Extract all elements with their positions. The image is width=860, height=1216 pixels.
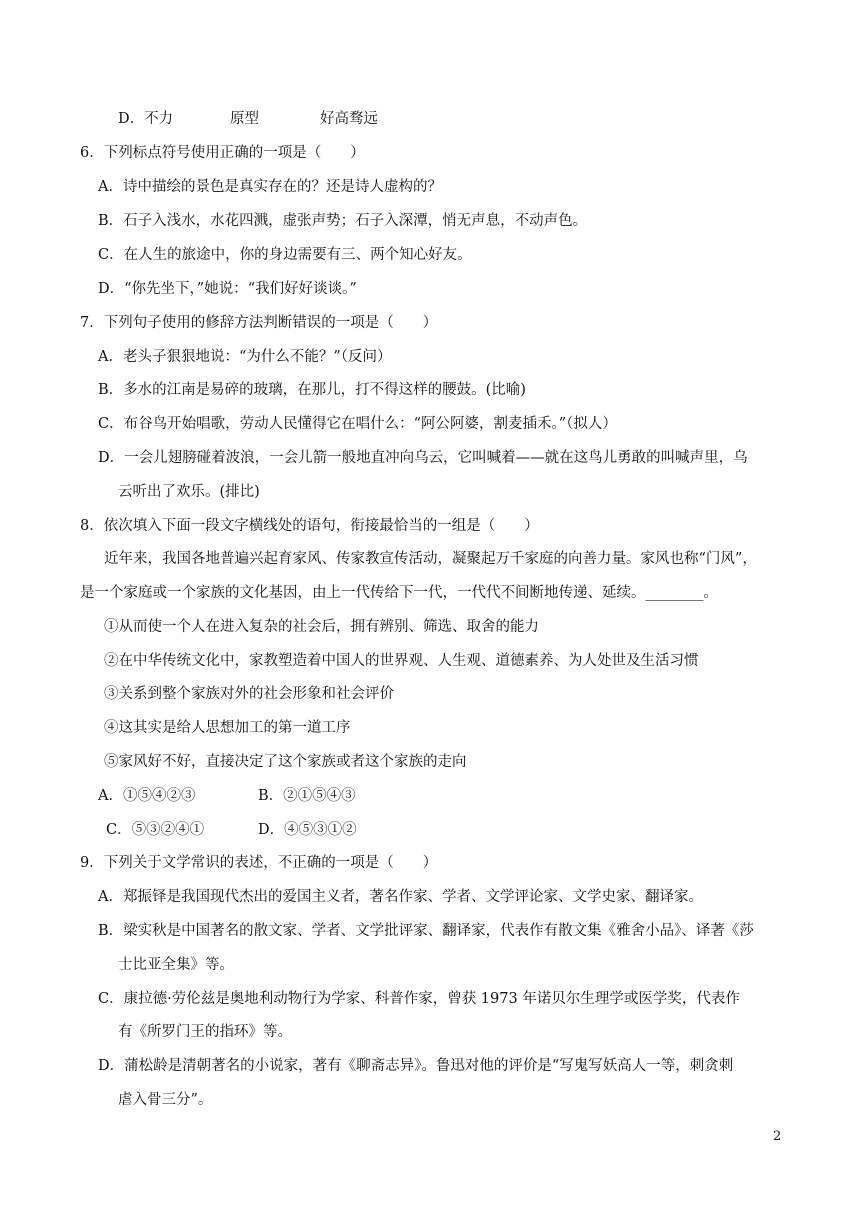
q7-option-d-line1: D．一会儿翅膀碰着波浪，一会儿箭一般地直冲向乌云，它叫喊着——就在这鸟儿勇敢的叫喊声里，乌	[98, 450, 748, 466]
q7-option-d-line2: 云听出了欢乐。(排比)	[118, 484, 260, 500]
q8-options-row1	[98, 786, 356, 806]
q9-option-d-line2: 虐入骨三分”。	[118, 1092, 213, 1108]
prev-option-d	[118, 109, 378, 129]
prev-option-d-label: D．不力	[118, 111, 174, 127]
q9-stem: 9．下列关于文学常识的表述，不正确的一项是（ ）	[80, 855, 438, 871]
q8-sentence-5: ⑤家风好不好，直接决定了这个家族或者这个家族的走向	[104, 754, 467, 770]
q8-sentence-3: ③关系到整个家族对外的社会形象和社会评价	[104, 686, 394, 702]
q6-option-d: D．“你先坐下，”她说：“我们好好谈谈。”	[98, 281, 357, 297]
q9-option-c-line2: 有《所罗门王的指环》等。	[118, 1024, 292, 1040]
prev-option-d-c: 好高骛远	[320, 111, 378, 127]
q9-option-b-line1: B．梁实秋是中国著名的散文家、学者、文学批评家、翻译家，代表作有散文集《雅舍小品》、译著《莎	[98, 923, 754, 939]
q9-option-c-line1: C．康拉德·劳伦兹是奥地利动物行为学家、科普作家，曾获 1973 年诺贝尔生理学或医学奖，代表作	[98, 991, 740, 1007]
q8-passage-line2: 是一个家庭或一个家族的文化基因，由上一代传给下一代，一代代不间断地传递、延续。________。	[80, 585, 718, 601]
q6-option-a: A．诗中描绘的景色是真实存在的？还是诗人虚构的？	[98, 179, 442, 195]
q8-sentence-1: ①从而使一个人在进入复杂的社会后，拥有辨别、筛选、取舍的能力	[104, 619, 539, 635]
q8-option-c: C．⑤③②④①	[106, 822, 205, 838]
q8-option-d: D．④⑤③①②	[258, 822, 357, 838]
q8-passage-line1: 近年来，我国各地普遍兴起育家风、传家教宣传活动，凝聚起万千家庭的向善力量。家风也称“门风”，	[104, 551, 757, 567]
q7-option-c: C．布谷鸟开始唱歌，劳动人民懂得它在唱什么：“阿公阿婆，割麦插禾。”（拟人）	[98, 416, 617, 432]
q7-option-b: B．多水的江南是易碎的玻璃，在那儿，打不得这样的腰鼓。(比喻)	[98, 382, 526, 398]
q6-option-c: C．在人生的旅途中，你的身边需要有三、两个知心好友。	[98, 247, 472, 263]
q9-option-a: A．郑振铎是我国现代杰出的爱国主义者，著名作家、学者、文学评论家、文学史家、翻译家。	[98, 889, 703, 905]
q7-option-a: A．老头子狠狠地说：“为什么不能？”（反问）	[98, 349, 392, 365]
q8-sentence-4: ④这其实是给人思想加工的第一道工序	[104, 720, 351, 736]
q6-option-b: B．石子入浅水，水花四溅，虚张声势；石子入深潭，悄无声息，不动声色。	[98, 213, 588, 229]
q8-options-row2	[106, 820, 357, 840]
q8-stem: 8．依次填入下面一段文字横线处的语句，衔接最恰当的一组是（ ）	[80, 518, 539, 534]
q6-stem: 6．下列标点符号使用正确的一项是（ ）	[80, 145, 365, 161]
q8-sentence-2: ②在中华传统文化中，家教塑造着中国人的世界观、人生观、道德素养、为人处世及生活习惯	[104, 653, 699, 669]
q8-option-b: B．②①⑤④③	[258, 788, 356, 804]
q7-stem: 7．下列句子使用的修辞方法判断错误的一项是（ ）	[80, 315, 438, 331]
q9-option-b-line2: 士比亚全集》等。	[118, 957, 234, 973]
page-number: 2	[773, 1129, 782, 1144]
q9-option-d-line1: D．蒲松龄是清朝著名的小说家，著有《聊斋志异》。鲁迅对他的评价是“写鬼写妖高人一等，刺贪刺	[98, 1058, 734, 1074]
prev-option-d-b: 原型	[230, 111, 259, 127]
q8-option-a: A．①⑤④②③	[98, 788, 196, 804]
